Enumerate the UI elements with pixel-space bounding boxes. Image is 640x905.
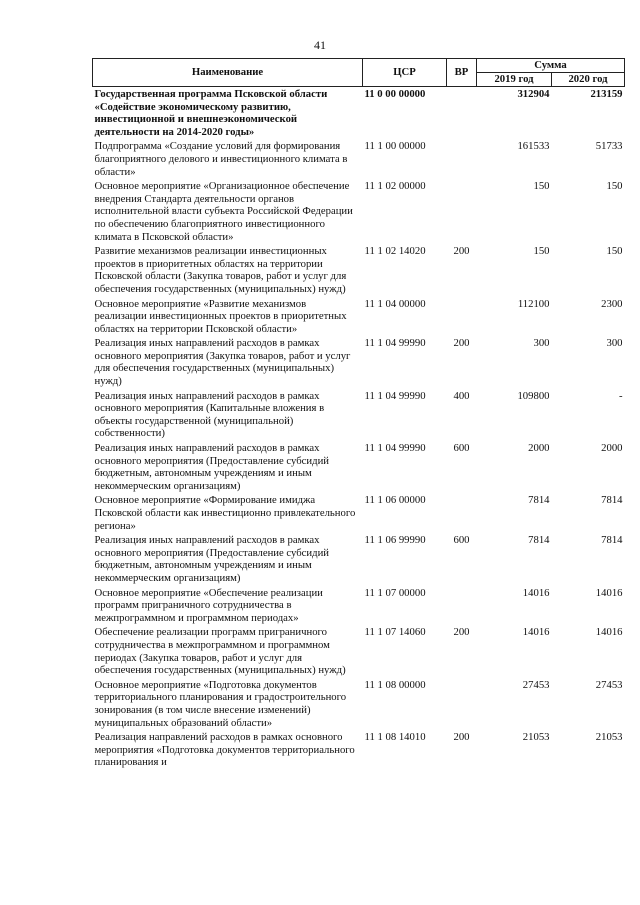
row-vr: 400	[453, 389, 470, 402]
header-csr: ЦСР	[363, 59, 447, 87]
row-name: Реализация иных направлений расходов в рамках основного мероприятия (Закупка товаров, работ и услуг для обеспечения государственных (муниципальных) нужд)	[94, 337, 351, 388]
row-sum-2020: 300	[606, 337, 623, 350]
row-vr	[447, 493, 477, 533]
row-sum-2019: 150	[533, 180, 550, 193]
row-sum-2020: 150	[606, 245, 623, 258]
row-name: Основное мероприятие «Обеспечение реализации программ приграничного сотрудничества в межпрограммном и программном периодах»	[94, 586, 323, 624]
row-name: Подпрограмма «Создание условий для формирования благоприятного делового и инвестиционного климата в области»	[94, 140, 348, 178]
row-name: Реализация иных направлений расходов в рамках основного мероприятия (Капитальные вложения в объекты государственной (муниципальной) собственности)	[94, 389, 325, 440]
row-csr: 11 1 02 00000	[364, 180, 426, 193]
row-vr: 200	[453, 731, 470, 744]
row-vr: 600	[453, 442, 470, 455]
row-sum-2020: 51733	[595, 140, 623, 153]
row-name: Основное мероприятие «Подготовка документов территориального планирования и градостроительного зонирования (в том числе внесение изменений) муниципальных образований области»	[94, 678, 347, 729]
row-name: Основное мероприятие «Организационное обеспечение внедрения Стандарта деятельности органов исполнительной власти субъекта Российской Федерации по обеспечению благоприятного инвестиционного климата в Псковской области»	[94, 180, 353, 243]
row-sum-2020: 7814	[601, 494, 623, 507]
row-csr: 11 1 07 14060	[364, 626, 426, 639]
row-sum-2019: 21053	[522, 731, 550, 744]
row-sum-2020: 150	[606, 180, 623, 193]
row-sum-2020: 7814	[601, 534, 623, 547]
header-name: Наименование	[93, 59, 363, 87]
row-csr: 11 1 08 00000	[364, 678, 426, 691]
row-csr: 11 1 04 00000	[364, 297, 426, 310]
row-sum-2019: 300	[533, 337, 550, 350]
header-vr: ВР	[447, 59, 477, 87]
table-row	[93, 586, 625, 626]
row-sum-2020: 2000	[601, 442, 623, 455]
table-row	[93, 678, 625, 730]
table-row	[93, 87, 625, 140]
row-sum-2019: 150	[533, 245, 550, 258]
row-sum-2020: 14016	[595, 586, 623, 599]
row-vr: 200	[453, 626, 470, 639]
table-row	[93, 533, 625, 585]
row-name: Реализация иных направлений расходов в рамках основного мероприятия (Предоставление субсидий бюджетным, автономным учреждениям и иным некоммерческим организациям)	[94, 534, 330, 584]
row-sum-2019: 14016	[522, 626, 550, 639]
row-name: Основное мероприятие «Развитие механизмов реализации инвестиционных проектов в приоритетных областях на территории Псковской области»	[94, 297, 347, 335]
row-csr: 11 1 06 99990	[364, 534, 426, 547]
header-year-2019: 2019 год	[477, 73, 552, 87]
row-sum-2020: 27453	[595, 678, 623, 691]
row-sum-2019: 27453	[522, 678, 550, 691]
row-sum-2020: 213159	[590, 88, 623, 100]
row-csr: 11 1 02 14020	[364, 245, 426, 258]
row-vr: 200	[453, 337, 470, 350]
table-row	[93, 297, 625, 337]
row-sum-2019: 14016	[522, 586, 550, 599]
row-sum-2019: 2000	[528, 442, 550, 455]
row-vr: 600	[453, 534, 470, 547]
table-row	[93, 493, 625, 533]
table-body	[93, 87, 625, 770]
row-csr: 11 1 08 14010	[364, 731, 426, 744]
table-row	[93, 336, 625, 388]
row-sum-2019: 7814	[528, 534, 550, 547]
budget-table	[92, 58, 625, 770]
row-name: Реализация направлений расходов в рамках основного мероприятия «Подготовка документов территориального планирования и	[94, 731, 355, 769]
table-row	[93, 179, 625, 244]
row-vr	[447, 297, 477, 337]
page-number: 41	[314, 38, 326, 52]
row-vr: 200	[453, 245, 470, 258]
row-csr: 11 0 00 00000	[364, 88, 426, 100]
header-sum: Сумма	[477, 59, 625, 73]
row-sum-2020: 14016	[595, 626, 623, 639]
row-csr: 11 1 00 00000	[364, 140, 426, 153]
row-csr: 11 1 07 00000	[364, 586, 426, 599]
row-vr	[447, 586, 477, 626]
row-vr	[447, 139, 477, 179]
row-name: Реализация иных направлений расходов в рамках основного мероприятия (Предоставление субсидий бюджетным, автономным учреждениям и иным некоммерческим организациям)	[94, 442, 330, 492]
row-sum-2019: 312904	[517, 88, 550, 100]
row-vr	[447, 179, 477, 244]
row-name: Государственная программа Псковской области «Содействие экономическому развитию, инвестиционной и внешнеэкономической деятельности на 2014-2020 годы»	[94, 88, 328, 138]
row-csr: 11 1 04 99990	[364, 442, 426, 455]
row-sum-2020: 2300	[601, 297, 623, 310]
row-vr	[447, 678, 477, 730]
table-row	[93, 244, 625, 296]
table-row	[93, 730, 625, 770]
row-csr: 11 1 06 00000	[364, 494, 426, 507]
table-row	[93, 441, 625, 493]
header-year-2020: 2020 год	[552, 73, 625, 87]
row-sum-2020: 21053	[595, 731, 623, 744]
table-row	[93, 389, 625, 441]
row-sum-2019: 112100	[517, 297, 550, 310]
row-name: Обеспечение реализации программ приграничного сотрудничества в межпрограммном и программном периодах (Закупка товаров, работ и услуг для обеспечения государственных (муниципальных) нужд)	[94, 626, 346, 677]
row-sum-2020: -	[618, 389, 623, 402]
row-sum-2019: 7814	[528, 494, 550, 507]
row-csr: 11 1 04 99990	[364, 337, 426, 350]
row-name: Основное мероприятие «Формирование имиджа Псковской области как инвестиционно привлекательного региона»	[94, 494, 356, 532]
row-sum-2019: 161533	[517, 140, 550, 153]
row-csr: 11 1 04 99990	[364, 389, 426, 402]
table-row	[93, 625, 625, 677]
row-sum-2019: 109800	[517, 389, 550, 402]
table-row	[93, 139, 625, 179]
row-vr	[447, 87, 477, 140]
row-name: Развитие механизмов реализации инвестиционных проектов в приоритетных областях на территории Псковской области (Закупка товаров, работ и услуг для обеспечения государственных (муниципальных) нужд)	[94, 245, 347, 295]
